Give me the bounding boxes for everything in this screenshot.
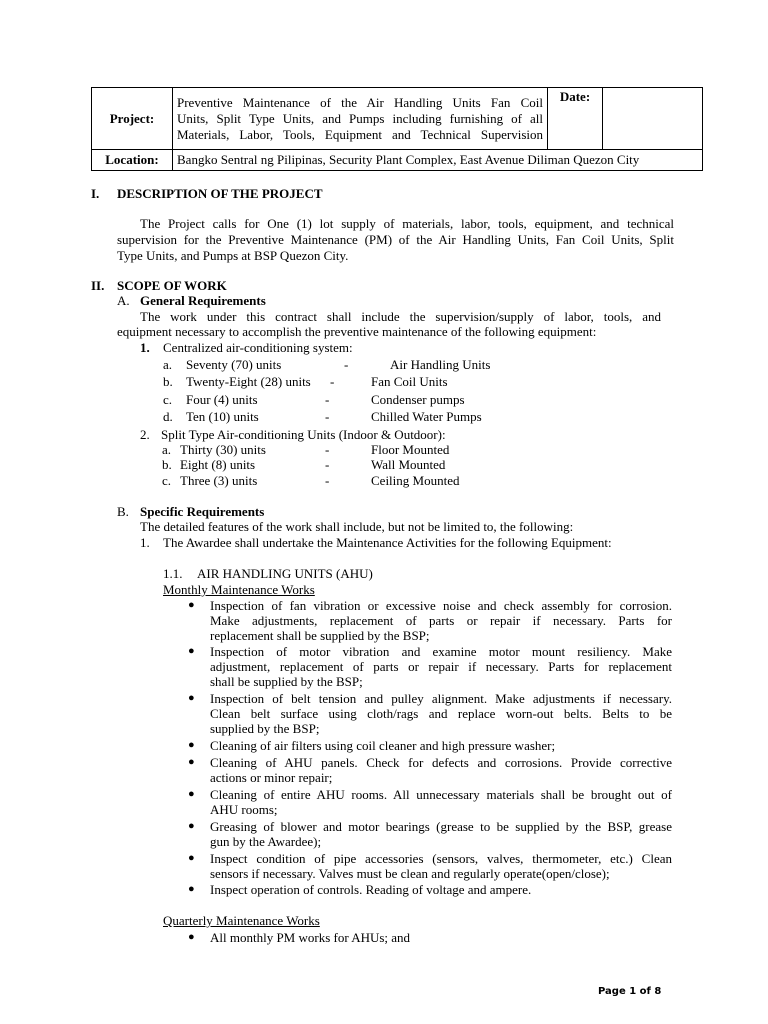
row-1c-dash: - bbox=[325, 392, 330, 407]
quarterly-works-title: Quarterly Maintenance Works bbox=[163, 913, 320, 928]
monthly-b1-line-1: Inspection of fan vibration or excessive noise and check assembly for corrosion. bbox=[210, 598, 672, 613]
monthly-b5-line-2: actions or minor repair; bbox=[210, 770, 333, 785]
bullet-icon: ● bbox=[188, 739, 195, 751]
subsection-number: 1.1. bbox=[163, 566, 183, 581]
project-info-table bbox=[91, 87, 703, 171]
row-1a-name: Air Handling Units bbox=[390, 357, 491, 372]
date-label: Date: bbox=[548, 88, 603, 150]
section-2-title: SCOPE OF WORK bbox=[117, 278, 227, 293]
row-1c-qty: Four (4) units bbox=[186, 392, 258, 407]
monthly-b3-line-2: Clean belt surface using cloth/rags and replace worn-out belts. Belts to be bbox=[210, 706, 672, 721]
monthly-b4-line-1: Cleaning of air filters using coil cleaner and high pressure washer; bbox=[210, 738, 556, 753]
row-2c-name: Ceiling Mounted bbox=[371, 473, 460, 488]
project-value bbox=[173, 88, 548, 150]
row-1b-letter: b. bbox=[163, 374, 173, 389]
monthly-b2-line-1: Inspection of motor vibration and examine motor mount resiliency. Make bbox=[210, 644, 672, 659]
bullet-icon: ● bbox=[188, 852, 195, 864]
project-line-1: Preventive Maintenance of the Air Handling Units Fan Coil bbox=[177, 94, 543, 110]
row-2b-qty: Eight (8) units bbox=[180, 457, 256, 472]
quarterly-b1-line-1: All monthly PM works for AHUs; and bbox=[210, 930, 411, 945]
item-2-title: Split Type Air-conditioning Units (Indoor & Outdoor): bbox=[161, 427, 446, 442]
project-line-2: Units, Split Type Units, and Pumps including furnishing of all bbox=[177, 110, 543, 126]
row-1b-qty: Twenty-Eight (28) units bbox=[186, 374, 311, 389]
section-2-number: II. bbox=[91, 278, 105, 293]
row-1c-name: Condenser pumps bbox=[371, 392, 465, 407]
date-value bbox=[603, 88, 703, 150]
row-2a-qty: Thirty (30) units bbox=[180, 442, 266, 457]
monthly-b3-line-3: supplied by the BSP; bbox=[210, 721, 320, 736]
monthly-b2-line-3: shall be supplied by the BSP; bbox=[210, 674, 363, 689]
row-2c-qty: Three (3) units bbox=[180, 473, 258, 488]
subsection-title: AIR HANDLING UNITS (AHU) bbox=[197, 566, 373, 581]
section-1-para-line-2: supervision for the Preventive Maintenance (PM) of the Air Handling Units, Fan Coil Units, Split bbox=[117, 232, 674, 247]
bullet-icon: ● bbox=[188, 788, 195, 800]
row-1c-letter: c. bbox=[163, 392, 173, 407]
section-1-para-line-1: The Project calls for One (1) lot supply of materials, labor, tools, equipment, and technical bbox=[140, 216, 674, 231]
monthly-b9-line-1: Inspect operation of controls. Reading of voltage and ampere. bbox=[210, 882, 532, 897]
section-2b-item-1-number: 1. bbox=[140, 535, 150, 550]
row-1b-name: Fan Coil Units bbox=[371, 374, 448, 389]
location-label: Location: bbox=[92, 150, 173, 171]
section-2b-title: Specific Requirements bbox=[140, 504, 265, 519]
bullet-icon: ● bbox=[188, 883, 195, 895]
row-1d-qty: Ten (10) units bbox=[186, 409, 259, 424]
monthly-b6-line-1: Cleaning of entire AHU rooms. All unnecessary materials shall be brought out of bbox=[210, 787, 672, 802]
row-2b-letter: b. bbox=[162, 457, 172, 472]
item-1-title: Centralized air-conditioning system: bbox=[163, 340, 353, 355]
row-2a-dash: - bbox=[325, 442, 330, 457]
monthly-b1-line-3: replacement shall be supplied by the BSP; bbox=[210, 628, 430, 643]
row-1a-dash: - bbox=[344, 357, 349, 372]
row-1a-letter: a. bbox=[163, 357, 173, 372]
section-1-title: DESCRIPTION OF THE PROJECT bbox=[117, 186, 323, 201]
project-label: Project: bbox=[92, 88, 173, 150]
monthly-works-title: Monthly Maintenance Works bbox=[163, 582, 315, 597]
section-2b-letter: B. bbox=[117, 504, 129, 519]
monthly-b2-line-2: adjustment, replacement of parts or repair if necessary. Parts for replacement bbox=[210, 659, 672, 674]
bullet-icon: ● bbox=[188, 599, 195, 611]
bullet-icon: ● bbox=[188, 756, 195, 768]
monthly-b7-line-2: gun by the Awardee); bbox=[210, 834, 322, 849]
section-2a-title: General Requirements bbox=[140, 293, 266, 308]
bullet-icon: ● bbox=[188, 645, 195, 657]
item-2-number: 2. bbox=[140, 427, 150, 442]
bullet-icon: ● bbox=[188, 931, 195, 943]
row-2c-letter: c. bbox=[162, 473, 172, 488]
row-2a-name: Floor Mounted bbox=[371, 442, 450, 457]
section-1-para-line-3: Type Units, and Pumps at BSP Quezon City. bbox=[117, 248, 349, 263]
section-2a-intro-line-1: The work under this contract shall include the supervision/supply of labor, tools, and bbox=[140, 309, 661, 324]
section-2b-item-1-text: The Awardee shall undertake the Maintenance Activities for the following Equipment: bbox=[163, 535, 612, 550]
page-number: Page 1 of 8 bbox=[598, 986, 662, 997]
item-1-number: 1. bbox=[140, 340, 150, 355]
monthly-b8-line-2: sensors if necessary. Valves must be clean and regularly operate(open/close); bbox=[210, 866, 610, 881]
monthly-b7-line-1: Greasing of blower and motor bearings (grease to be supplied by the BSP, grease bbox=[210, 819, 672, 834]
project-line-3: Materials, Labor, Tools, Equipment and Technical Supervision bbox=[177, 126, 543, 142]
row-2a-letter: a. bbox=[162, 442, 172, 457]
monthly-b1-line-2: Make adjustments, replacement of parts or repair if necessary. Parts for bbox=[210, 613, 672, 628]
row-1d-dash: - bbox=[325, 409, 330, 424]
row-2b-dash: - bbox=[325, 457, 330, 472]
monthly-b8-line-1: Inspect condition of pipe accessories (sensors, valves, thermometer, etc.) Clean bbox=[210, 851, 672, 866]
monthly-b6-line-2: AHU rooms; bbox=[210, 802, 278, 817]
bullet-icon: ● bbox=[188, 692, 195, 704]
section-2b-intro: The detailed features of the work shall include, but not be limited to, the following: bbox=[140, 519, 574, 534]
monthly-b3-line-1: Inspection of belt tension and pulley alignment. Make adjustments if necessary. bbox=[210, 691, 672, 706]
bullet-icon: ● bbox=[188, 820, 195, 832]
row-1d-letter: d. bbox=[163, 409, 173, 424]
row-1b-dash: - bbox=[330, 374, 335, 389]
row-1a-qty: Seventy (70) units bbox=[186, 357, 282, 372]
row-2c-dash: - bbox=[325, 473, 330, 488]
section-2a-letter: A. bbox=[117, 293, 130, 308]
section-1-number: I. bbox=[91, 186, 100, 201]
section-2a-intro-line-2: equipment necessary to accomplish the preventive maintenance of the following equipment: bbox=[117, 324, 597, 339]
location-value: Bangko Sentral ng Pilipinas, Security Plant Complex, East Avenue Diliman Quezon City bbox=[173, 150, 703, 171]
monthly-b5-line-1: Cleaning of AHU panels. Check for defects and corrosions. Provide corrective bbox=[210, 755, 672, 770]
row-2b-name: Wall Mounted bbox=[371, 457, 446, 472]
row-1d-name: Chilled Water Pumps bbox=[371, 409, 482, 424]
